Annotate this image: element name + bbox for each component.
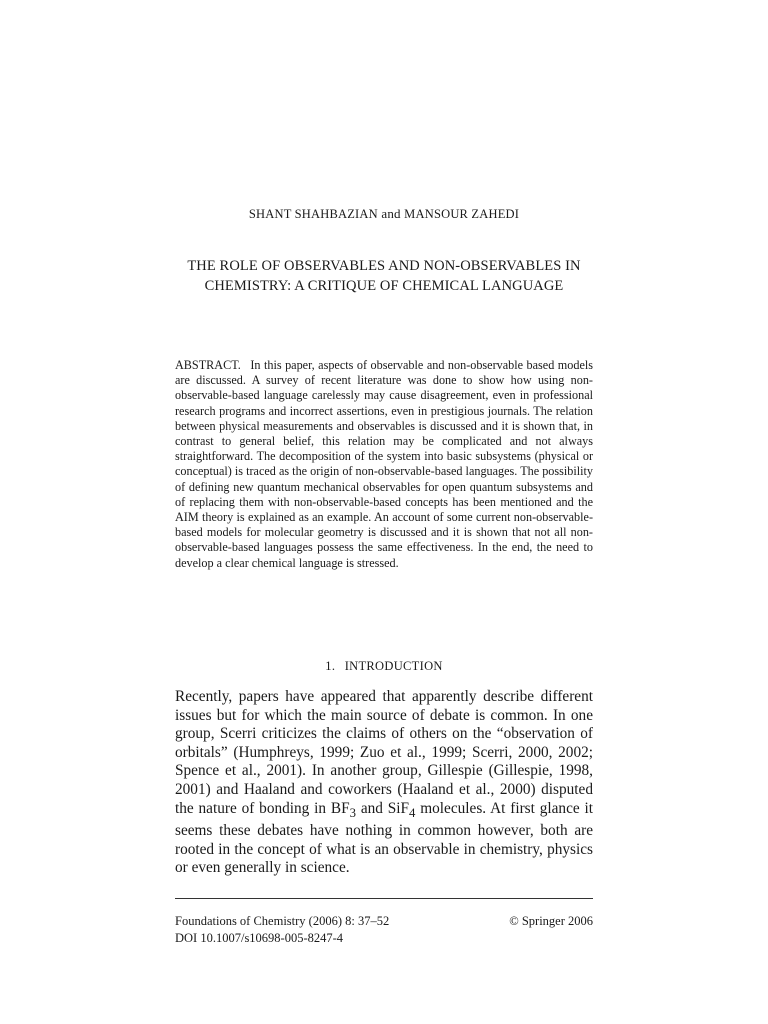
intro-text-2: and SiF bbox=[356, 799, 410, 817]
intro-text-3: molecules. At first glance it seems these debates have nothing in common however, both are rooted in the concept of what is an observable in chemistry, physics or even generally in science. bbox=[175, 799, 593, 877]
abstract-text: In this paper, aspects of observable and non-observable based models are discussed. A survey of recent literature was done to show how using non-observable-based language carelessly may cause disagreement, even in professional research programs and incorrect assertions, even in prestigious journals. The relation between physical measurements and observables is discussed and it is shown that, in contrast to general belief, this relation may be complicated and not always straightforward. The decomposition of the system into basic subsystems (physical or conceptual) is traced as the origin of non-observable-based languages. The possibility of defining new quantum mechanical observables for open quantum subsystems and of replacing them with non-observable-based concepts has been mentioned and the AIM theory is explained as an example. An account of some current non-observable-based models for molecular geometry is discussed and it is shown that not all non-observable-based languages possess the same effectiveness. In the end, the need to develop a clear chemical language is stressed. bbox=[175, 358, 593, 570]
introduction-paragraph bbox=[175, 688, 593, 878]
abstract-label: ABSTRACT. bbox=[175, 358, 241, 372]
copyright-notice: © Springer 2006 bbox=[509, 914, 593, 928]
intro-text-1: Recently, papers have appeared that apparently describe different issues but for which the main source of debate is common. In one group, Scerri criticizes the claims of others on the “observation of orbitals” (Humphreys, 1999; Zuo et al., 1999; Scerri, 2000, 2002; Spence et al., 2001). In another group, Gillespie (Gillespie, 1998, 2001) and Haaland and coworkers (Haaland et al., 2000) disputed the nature of bonding in BF bbox=[175, 688, 593, 817]
footer-rule bbox=[175, 898, 593, 899]
paper-title bbox=[150, 256, 618, 296]
title-line-1: THE ROLE OF OBSERVABLES AND NON-OBSERVABLES IN bbox=[187, 258, 581, 274]
footer bbox=[175, 913, 593, 947]
section-number: 1. bbox=[325, 659, 336, 673]
author-conjunction: and bbox=[381, 206, 401, 221]
journal-citation: Foundations of Chemistry (2006) 8: 37–52 bbox=[175, 914, 390, 928]
author-2: MANSOUR ZAHEDI bbox=[404, 207, 520, 221]
title-line-2: CHEMISTRY: A CRITIQUE OF CHEMICAL LANGUAGE bbox=[204, 278, 564, 294]
doi: DOI 10.1007/s10698-005-8247-4 bbox=[175, 931, 344, 945]
abstract bbox=[175, 358, 593, 571]
section-title: INTRODUCTION bbox=[344, 659, 443, 673]
author-1: SHANT SHAHBAZIAN bbox=[248, 207, 378, 221]
intro-subscript-1: 3 bbox=[349, 805, 356, 820]
section-heading bbox=[0, 659, 768, 674]
author-line bbox=[0, 206, 768, 222]
intro-subscript-2: 4 bbox=[409, 805, 416, 820]
